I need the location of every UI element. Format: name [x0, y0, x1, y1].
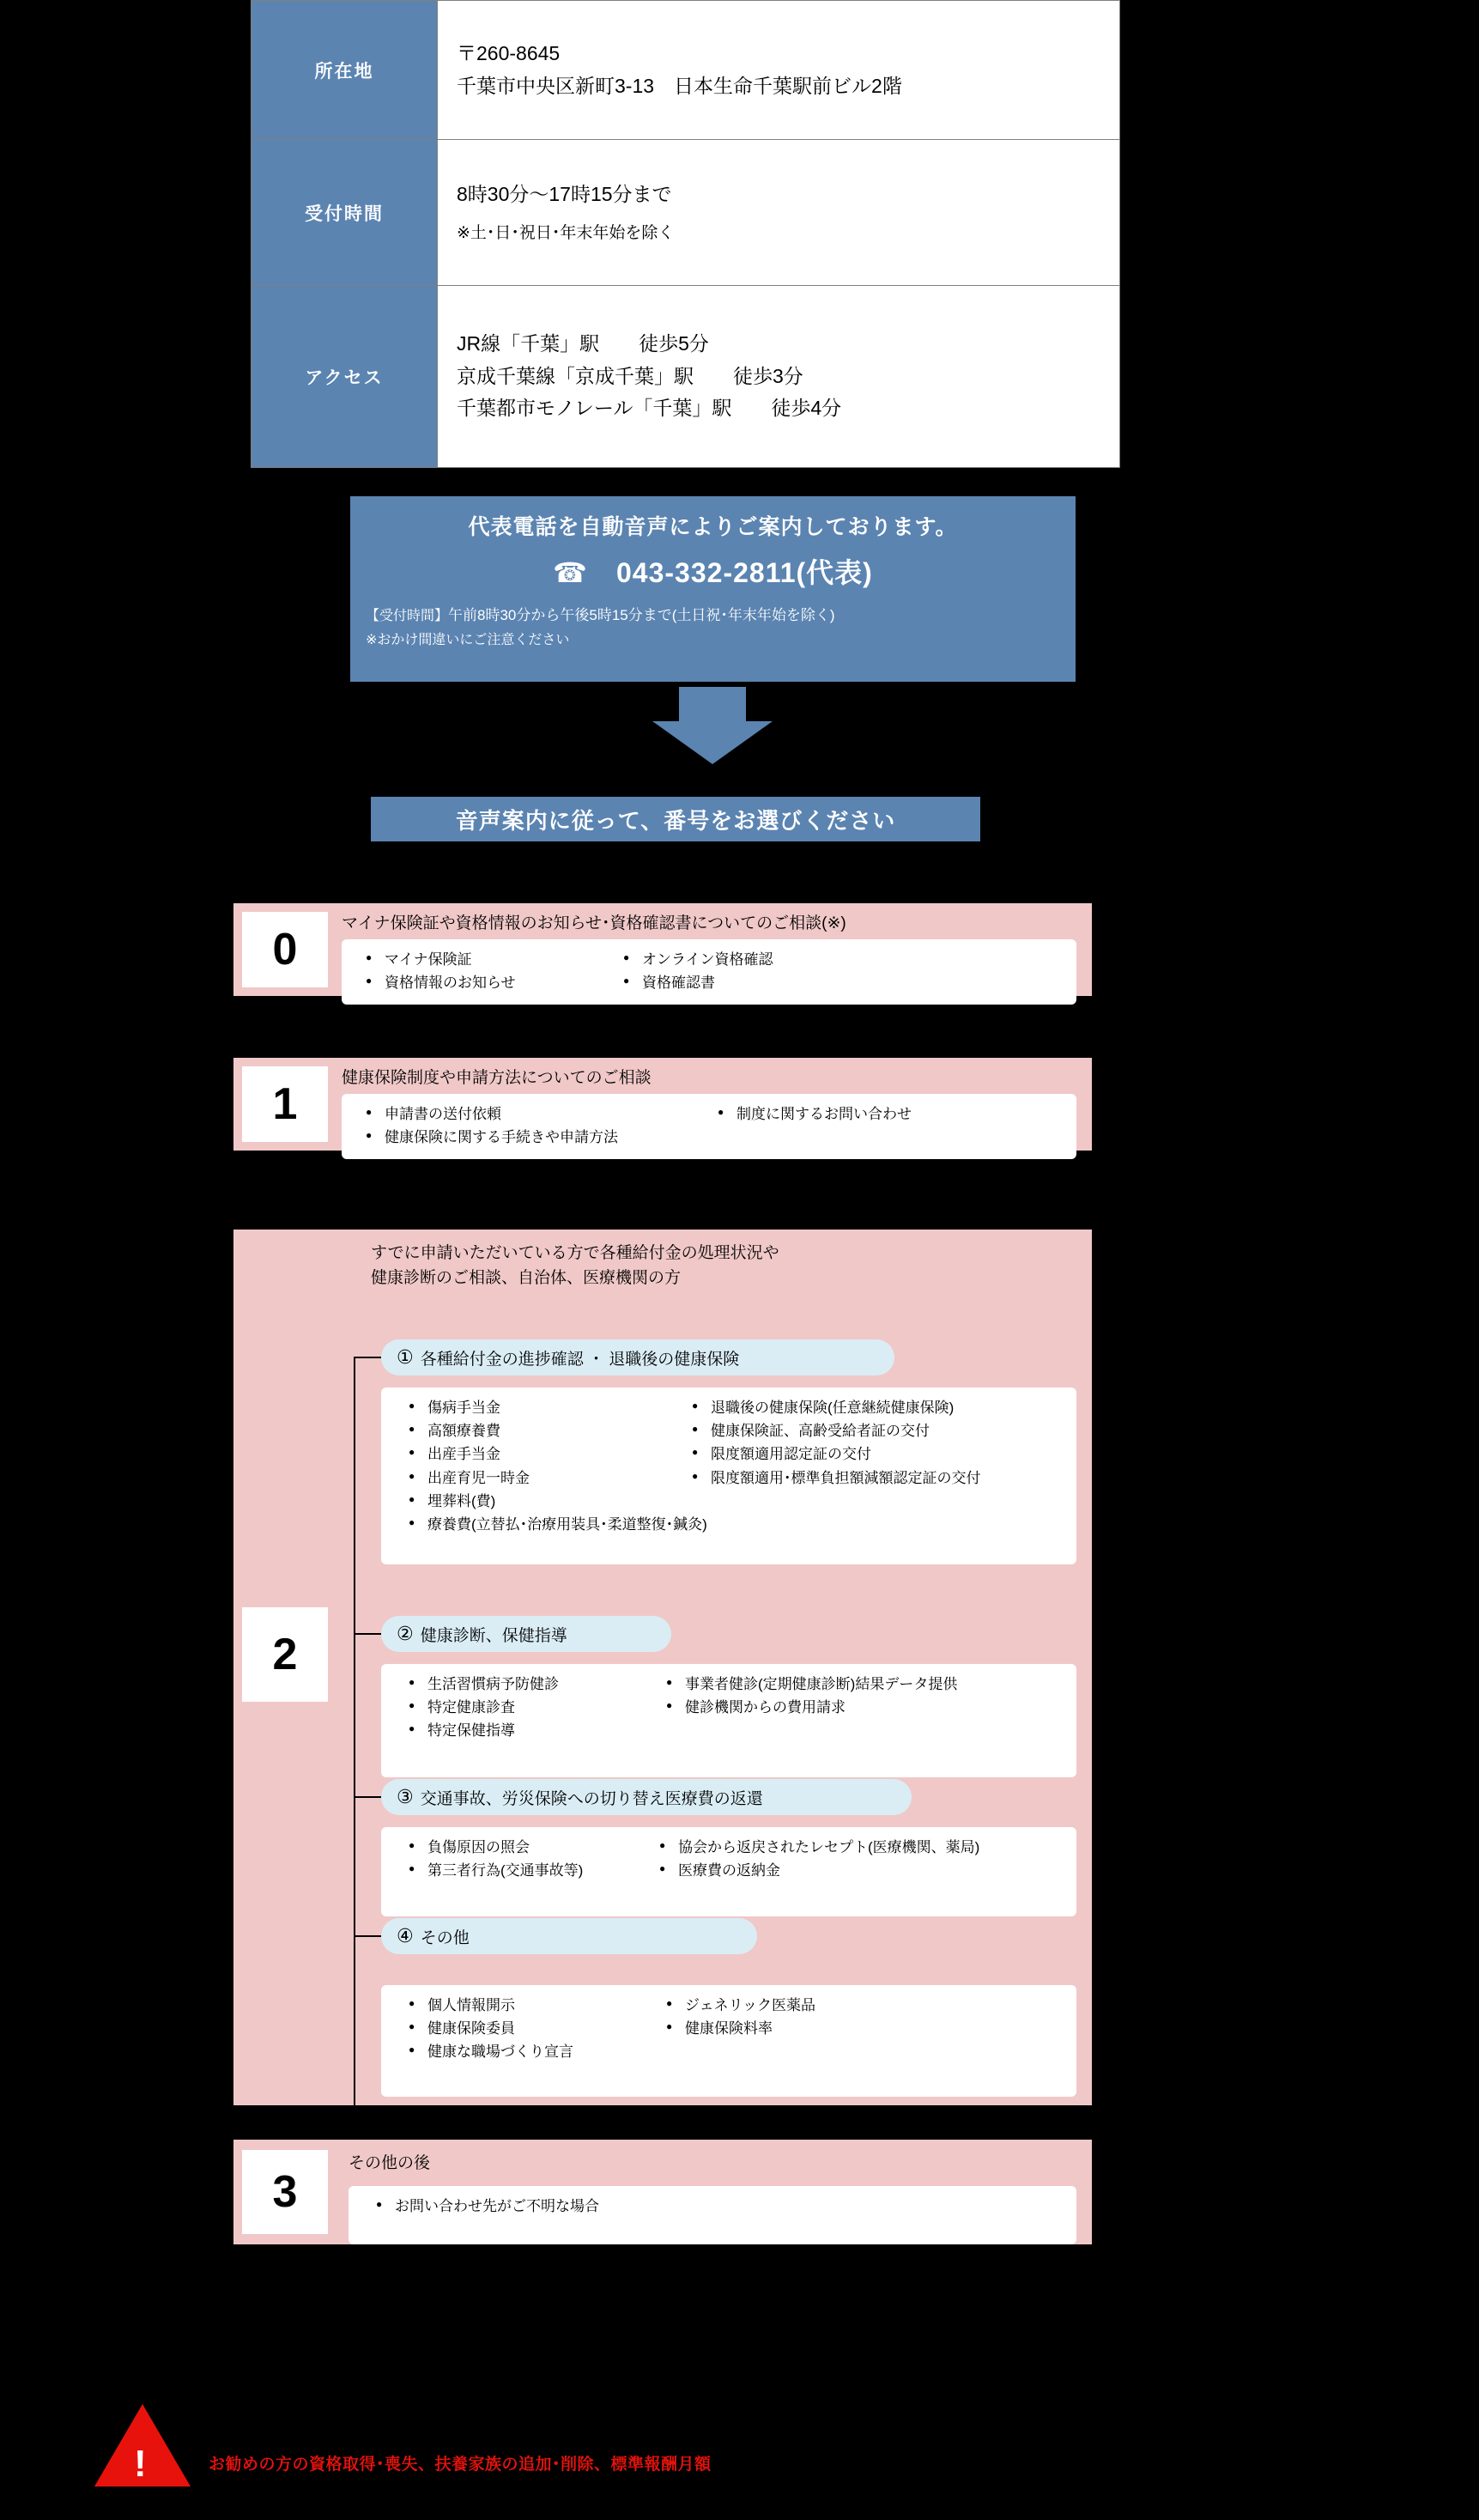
option-1-items [342, 1094, 1076, 1159]
option-0-items [342, 939, 1076, 1005]
connector-branch-3 [354, 1796, 381, 1798]
phone-hours-row [350, 591, 1076, 627]
list-item: ● マイナ保険証 [362, 948, 620, 971]
menu-option-0[interactable] [233, 903, 1092, 996]
list-item: ● 健康な職場づくり宣言 [405, 2040, 663, 2063]
location-address: 千葉市中央区新町3-13 日本生命千葉駅前ビル2階 [457, 74, 902, 97]
bullet-list [342, 948, 1076, 994]
bullet-column [663, 1994, 1023, 2064]
bullet-list [381, 1396, 1076, 1536]
arrow-stem [679, 687, 746, 723]
table-row [252, 286, 1120, 468]
list-item: ● 退職後の健康保険(任意継続健康保険) [688, 1396, 1066, 1419]
menu-option-3[interactable] [233, 2140, 1092, 2244]
phone-number: ☎ 043-332-2811(代表) [553, 557, 873, 588]
access-line-3: 千葉都市モノレール「千葉」駅 徒歩4分 [457, 397, 842, 420]
warning-text: お勧めの方の資格取得･喪失、扶養家族の追加･削除、標準報酬月額 [209, 2456, 712, 2474]
hours-value: 8時30分～17時15分まで [457, 182, 672, 205]
list-item: ● 出産手当金 [405, 1442, 688, 1466]
voice-guide-bar: 音声案内に従って、番号をお選びください [371, 797, 980, 841]
list-item: ● 限度額適用･標準負担額減額認定証の交付 [688, 1466, 1066, 1490]
subsection-3-header[interactable] [381, 1779, 912, 1815]
bullet-column [349, 2195, 888, 2218]
option-number-0: 0 [242, 912, 328, 987]
option-2-heading-line-2: 健康診断のご相談、自治体、医療機関の方 [371, 1268, 682, 1287]
table-cell-location [438, 1, 1120, 140]
bullet-column [714, 1102, 1040, 1149]
bullet-column [656, 1836, 1059, 1882]
list-item: ● 個人情報開示 [405, 1994, 663, 2017]
list-item: ● 療養費(立替払･治療用装具･柔道整復･鍼灸) [405, 1513, 688, 1536]
office-info-table [251, 0, 1120, 468]
bullet-column [381, 1836, 656, 1882]
phone-hours-value: 午前8時30分から午後5時15分まで(土日祝･年末年始を除く) [448, 607, 835, 623]
table-header-access: アクセス [252, 286, 438, 468]
list-item: ● 健康保険証、高齢受給者証の交付 [688, 1419, 1066, 1442]
option-3-items [349, 2186, 1076, 2244]
menu-option-1[interactable] [233, 1058, 1092, 1151]
location-postcode: 〒260-8645 [457, 41, 561, 64]
hours-note: ※土･日･祝日･年末年始を除く [457, 223, 675, 242]
bullet-column [381, 1673, 663, 1743]
bullet-column [342, 948, 620, 994]
list-item: ● 埋葬料(費) [405, 1490, 688, 1513]
list-item: ● 医療費の返納金 [656, 1859, 1059, 1882]
phone-note: ※おかけ間違いにご注意ください [366, 633, 570, 647]
bullet-column [381, 1396, 707, 1536]
bullet-list [381, 1994, 1076, 2064]
down-arrow-icon [652, 687, 773, 764]
table-cell-access [438, 286, 1120, 468]
list-item: ● 事業者健診(定期健康診断)結果データ提供 [663, 1673, 1058, 1696]
list-item: ● お問い合わせ先がご不明な場合 [373, 2195, 888, 2218]
list-item: ● 限度額適用認定証の交付 [688, 1442, 1066, 1466]
bullet-column [381, 1994, 663, 2064]
connector-branch-1 [354, 1357, 381, 1358]
list-item: ● 健康保険委員 [405, 2017, 663, 2040]
list-item: ● 制度に関するお問い合わせ [714, 1102, 1040, 1126]
subsection-1-items [381, 1388, 1076, 1564]
phone-hours-label: 【受付時間】 [366, 609, 449, 623]
option-3-heading: その他の後 [349, 2154, 431, 2172]
subsection-1-header[interactable] [381, 1339, 894, 1375]
bullet-list [381, 1673, 1076, 1743]
list-item: ● 健康保険料率 [663, 2017, 1023, 2040]
list-item: ● ジェネリック医薬品 [663, 1994, 1023, 2017]
phone-box-title: 代表電話を自動音声によりご案内しております。 [468, 515, 958, 539]
table-cell-hours [438, 140, 1120, 286]
list-item: ● 高額療養費 [405, 1419, 688, 1442]
option-number-2: 2 [242, 1607, 328, 1702]
subsection-4-items [381, 1985, 1076, 2097]
subsection-2-title: 健康診断、保健指導 [420, 1626, 567, 1645]
bullet-column [688, 1396, 1066, 1536]
circle-number-3-icon: ③ [397, 1786, 414, 1807]
menu-option-2[interactable] [233, 1230, 1092, 2105]
access-line-2: 京成千葉線「京成千葉」駅 徒歩3分 [457, 364, 803, 387]
bullet-column [663, 1673, 1058, 1743]
table-row [252, 1, 1120, 140]
table-row [252, 140, 1120, 286]
bullet-list [381, 1836, 1076, 1882]
bullet-list [349, 2195, 1076, 2218]
circle-number-4-icon: ④ [397, 1925, 414, 1946]
subsection-2-items [381, 1664, 1076, 1777]
list-item: ● 負傷原因の照会 [405, 1836, 656, 1859]
option-2-heading-line-1: すでに申請いただいている方で各種給付金の処理状況や [371, 1244, 779, 1262]
list-item: ● 出産育児一時金 [405, 1466, 688, 1490]
list-item: ● 健診機関からの費用請求 [663, 1696, 1058, 1719]
access-line-1: JR線「千葉」駅 徒歩5分 [457, 331, 709, 355]
list-item: ● 第三者行為(交通事故等) [405, 1859, 656, 1882]
connector-branch-4 [354, 1935, 381, 1937]
option-number-3: 3 [242, 2150, 328, 2234]
phone-info-box [350, 496, 1076, 682]
bullet-list [342, 1102, 1076, 1149]
list-item: ● オンライン資格確認 [620, 948, 963, 971]
warning-exclamation-mark: ! [134, 2443, 147, 2485]
list-item: ● 特定保健指導 [405, 1719, 663, 1742]
subsection-1-title: 各種給付金の進捗確認 ・ 退職後の健康保険 [420, 1350, 740, 1369]
bullet-column [620, 948, 963, 994]
list-item: ● 傷病手当金 [405, 1396, 688, 1419]
list-item: ● 特定健康診査 [405, 1696, 663, 1719]
list-item: ● 資格確認書 [620, 971, 963, 994]
table-header-location: 所在地 [252, 1, 438, 140]
option-1-heading: 健康保険制度や申請方法についてのご相談 [342, 1069, 652, 1087]
list-item: ● 資格情報のお知らせ [362, 971, 620, 994]
table-header-hours: 受付時間 [252, 140, 438, 286]
subsection-2-header[interactable] [381, 1616, 671, 1652]
subsection-3-title: 交通事故、労災保険への切り替え医療費の返還 [420, 1789, 763, 1808]
subsection-4-title: その他 [420, 1928, 470, 1947]
circle-number-2-icon: ② [397, 1623, 414, 1644]
option-number-1: 1 [242, 1066, 328, 1142]
list-item: ● 生活習慣病予防健診 [405, 1673, 663, 1696]
option-2-heading [371, 1242, 1075, 1290]
option-0-heading: マイナ保険証や資格情報のお知らせ･資格確認書についてのご相談(※) [342, 914, 846, 932]
list-item: ● 申請書の送付依頼 [362, 1102, 714, 1126]
list-item: ● 健康保険に関する手続きや申請方法 [362, 1126, 714, 1149]
circle-number-1-icon: ① [397, 1346, 414, 1368]
arrow-head [652, 721, 773, 764]
subsection-4-header[interactable] [381, 1918, 757, 1954]
connector-branch-2 [354, 1633, 381, 1635]
bullet-column [342, 1102, 714, 1149]
subsection-3-items [381, 1827, 1076, 1916]
list-item: ● 協会から返戻されたレセプト(医療機関、薬局) [656, 1836, 1059, 1859]
